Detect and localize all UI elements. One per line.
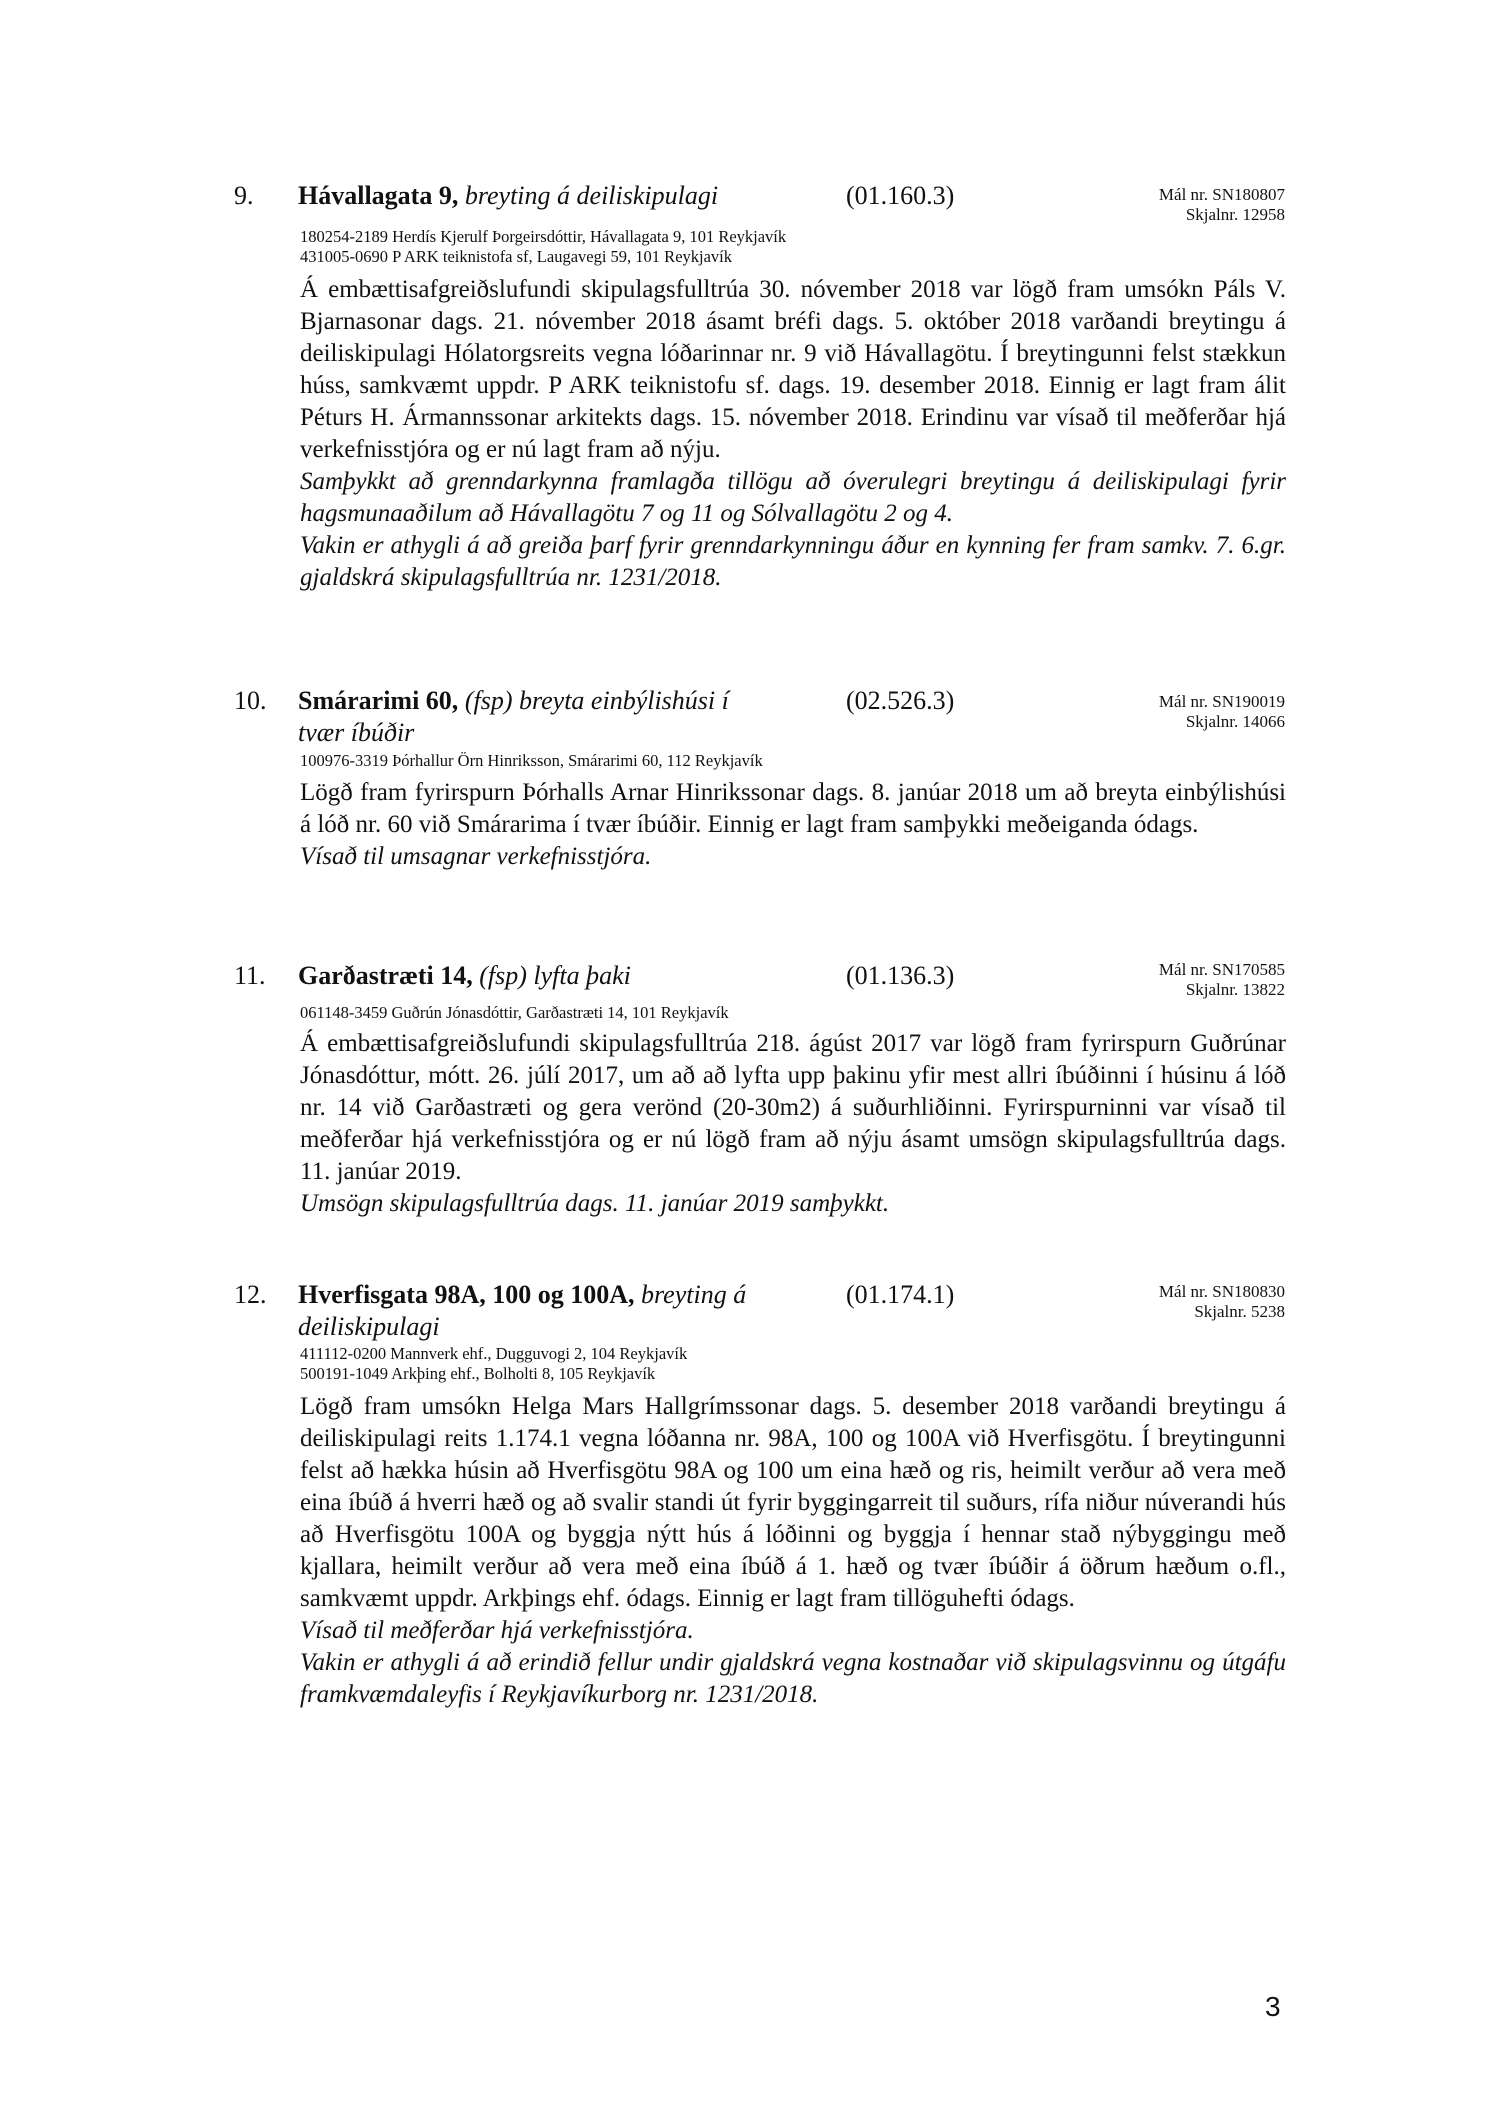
item-decision: Umsögn skipulagsfulltrúa dags. 11. janúar 2019 samþykkt.	[300, 1190, 890, 1217]
item-case-ref	[1159, 960, 1285, 1000]
item-parties	[300, 227, 786, 267]
item-land-code: (01.160.3)	[846, 181, 955, 210]
item-title-address: Hverfisgata 98A, 100 og 100A,	[298, 1280, 635, 1309]
case-number: Mál nr. SN180807	[1158, 185, 1285, 204]
item-body	[300, 777, 1286, 873]
item-title-address: Garðastræti 14,	[298, 961, 473, 990]
party-line: 411112-0200 Mannverk ehf., Dugguvogi 2, 104 Reykjavík	[300, 1344, 688, 1363]
case-number: Mál nr. SN190019	[1158, 692, 1285, 711]
item-description: Á embættisafgreiðslufundi skipulagsfulltrúa 30. nóvember 2018 var lögð fram umsókn Páls V. Bjarnasonar dags. 21. nóvember 2018 ásamt bréfi dags. 5. október 2018 varðandi breytingu á deiliskipulagi Hólatorgsreits vegna lóðarinnar nr. 9 við Hávallagötu. Í breytingunni felst stækkun húss, samkvæmt uppdr. P ARK teiknistofu sf. dags. 19. desember 2018. Einnig er lagt fram álit Péturs H. Ármannssonar arkitekts dags. 15. nóvember 2018. Erindinu var vísað til meðferðar hjá verkefnisstjóra og er nú lagt fram að nýju.	[300, 276, 1286, 463]
document-number: Skjalnr. 13822	[1185, 980, 1285, 999]
item-title-address: Smárarimi 60,	[298, 686, 459, 715]
item-title	[298, 685, 778, 749]
item-decision: Vísað til meðferðar hjá verkefnisstjóra.	[300, 1617, 694, 1644]
item-land-code: (01.136.3)	[846, 961, 955, 990]
item-decision: Vakin er athygli á að greiða þarf fyrir grenndarkynningu áður en kynning fer fram samkv. 7. 6.gr. gjaldskrá skipulagsfulltrúa nr. 1231/2018.	[300, 532, 1286, 591]
item-body	[300, 1391, 1286, 1711]
item-description: Lögð fram fyrirspurn Þórhalls Arnar Hinrikssonar dags. 8. janúar 2018 um að breyta einbýlishúsi á lóð nr. 60 við Smárarima í tvær íbúðir. Einnig er lagt fram samþykki meðeiganda ódags.	[300, 779, 1286, 838]
document-number: Skjalnr. 14066	[1185, 712, 1285, 731]
item-decision: Samþykkt að grenndarkynna framlagða tillögu að óverulegri breytingu á deiliskipulagi fyrir hagsmunaaðilum að Hávallagötu 7 og 11 og Sólvallagötu 2 og 4.	[300, 468, 1286, 527]
case-number: Mál nr. SN180830	[1158, 1282, 1285, 1301]
item-decision: Vísað til umsagnar verkefnisstjóra.	[300, 843, 652, 870]
item-title-subject: (fsp) lyfta þaki	[479, 961, 631, 990]
item-land-code: (01.174.1)	[846, 1280, 955, 1309]
item-number: 9.	[234, 181, 254, 210]
party-line: 180254-2189 Herdís Kjerulf Þorgeirsdóttir, Hávallagata 9, 101 Reykjavík	[300, 227, 787, 246]
party-line: 061148-3459 Guðrún Jónasdóttir, Garðastræti 14, 101 Reykjavík	[300, 1003, 729, 1022]
item-title	[298, 180, 818, 212]
page-number: 3	[1265, 1991, 1281, 2022]
item-number: 12.	[234, 1280, 267, 1309]
party-line: 431005-0690 P ARK teiknistofa sf, Laugavegi 59, 101 Reykjavík	[300, 247, 733, 266]
item-title	[298, 960, 818, 992]
item-parties	[300, 751, 763, 771]
item-title	[298, 1279, 798, 1343]
item-decision: Vakin er athygli á að erindið fellur undir gjaldskrá vegna kostnaðar við skipulagsvinnu og útgáfu framkvæmdaleyfis í Reykjavíkurborg nr. 1231/2018.	[300, 1649, 1286, 1708]
item-title-subject: (fsp) breyta einbýlishúsi í tvær íbúðir	[298, 686, 729, 747]
document-number: Skjalnr. 5238	[1194, 1302, 1285, 1321]
item-case-ref	[1159, 185, 1285, 225]
item-body	[300, 1028, 1286, 1220]
item-title-address: Hávallagata 9,	[298, 181, 459, 210]
item-title-subject: breyting á deiliskipulagi	[298, 1280, 747, 1341]
document-number: Skjalnr. 12958	[1185, 205, 1285, 224]
item-parties	[300, 1003, 729, 1023]
item-body	[300, 274, 1286, 594]
party-line: 500191-1049 Arkþing ehf., Bolholti 8, 105 Reykjavík	[300, 1364, 656, 1383]
item-description: Á embættisafgreiðslufundi skipulagsfulltrúa 218. ágúst 2017 var lögð fram fyrirspurn Guðrúnar Jónasdóttur, mótt. 26. júlí 2017, um að að lyfta upp þakinu yfir mest allri íbúðinni í húsinu á lóð nr. 14 við Garðastræti og gera verönd (20-30m2) á suðurhliðinni. Fyrirspurninni var vísað til meðferðar hjá verkefnisstjóra og er nú lögð fram að nýju ásamt umsögn skipulagsfulltrúa dags. 11. janúar 2019.	[300, 1030, 1286, 1185]
case-number: Mál nr. SN170585	[1158, 960, 1285, 979]
party-line: 100976-3319 Þórhallur Örn Hinriksson, Smárarimi 60, 112 Reykjavík	[300, 751, 763, 770]
item-number: 10.	[234, 686, 267, 715]
item-case-ref	[1159, 1282, 1285, 1322]
item-case-ref	[1159, 692, 1285, 732]
item-description: Lögð fram umsókn Helga Mars Hallgrímssonar dags. 5. desember 2018 varðandi breytingu á deiliskipulagi reits 1.174.1 vegna lóðanna nr. 98A, 100 og 100A við Hverfisgötu. Í breytingunni felst að hækka húsin að Hverfisgötu 98A og 100 um eina hæð og ris, heimilt verður að vera með eina íbúð á hverri hæð og að svalir standi út fyrir byggingarreit til suðurs, rífa niður núverandi hús að Hverfisgötu 100A og byggja nýtt hús á lóðinni og byggja í hennar stað nýbyggingu með kjallara, heimilt verður að vera með eina íbúð á 1. hæð og tvær íbúðir á öðrum hæðum o.fl., samkvæmt uppdr. Arkþings ehf. ódags. Einnig er lagt fram tillöguhefti ódags.	[300, 1393, 1286, 1612]
item-land-code: (02.526.3)	[846, 686, 955, 715]
item-parties	[300, 1344, 687, 1384]
item-title-subject: breyting á deiliskipulagi	[464, 181, 719, 210]
item-number: 11.	[234, 961, 266, 990]
